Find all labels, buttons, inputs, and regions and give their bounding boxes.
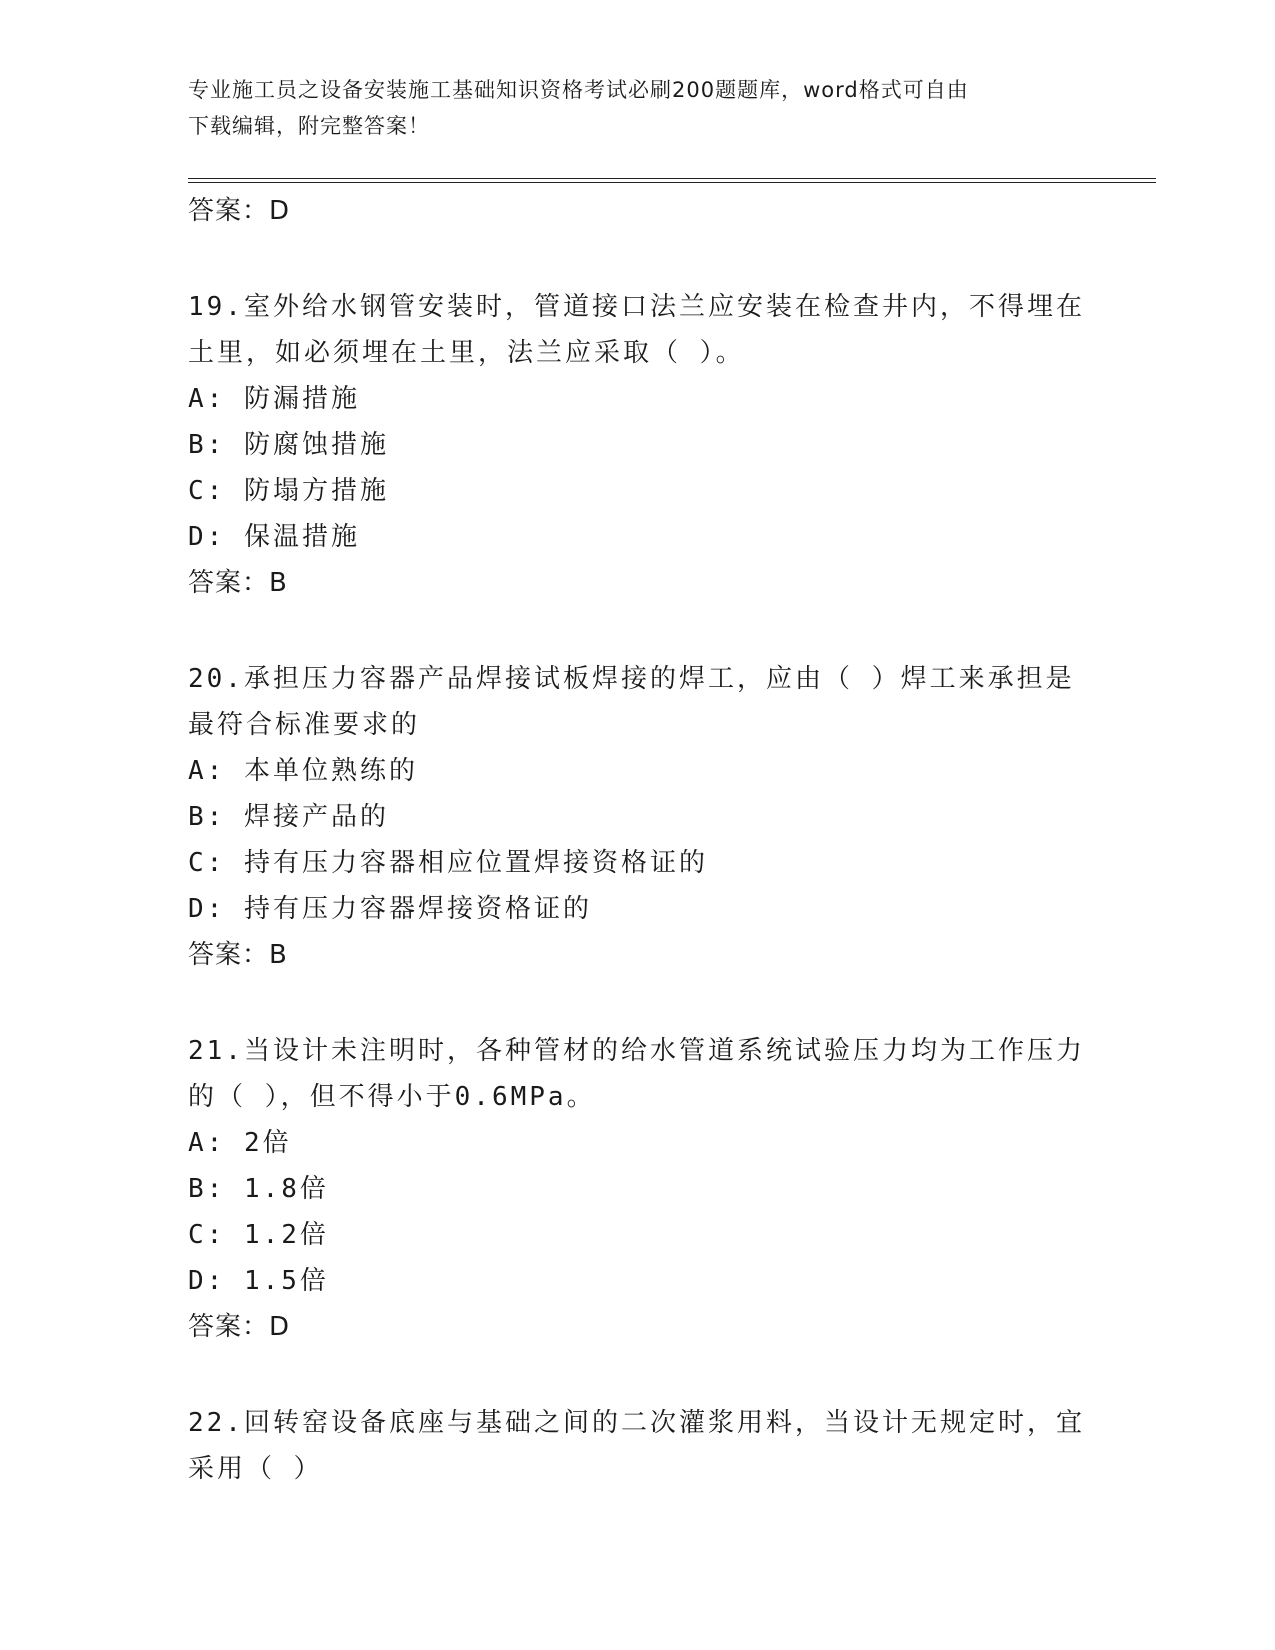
- question-stem-line: 的（ ），但不得小于0.6MPa。: [188, 1082, 596, 1112]
- question-stem: [188, 284, 1088, 376]
- question-stem-line: 21.当设计未注明时，各种管材的给水管道系统试验压力均为工作压力: [188, 1036, 1085, 1066]
- question-stem-line: 最符合标准要求的: [188, 710, 421, 740]
- header-line-1: 专业施工员之设备安装施工基础知识资格考试必刷200题题库，word格式可自由: [188, 78, 969, 102]
- header-line-2: 下载编辑，附完整答案！: [188, 114, 430, 138]
- option-b: B: 焊接产品的: [188, 802, 389, 832]
- question-stem-line: 土里，如必须埋在土里，法兰应采取（ ）。: [188, 338, 745, 368]
- option-a: A: 2倍: [188, 1128, 292, 1158]
- option-d: D: 保温措施: [188, 522, 360, 552]
- header-divider: [188, 178, 1156, 183]
- answer: 答案：B: [188, 568, 288, 598]
- question-stem-line: 22.回转窑设备底座与基础之间的二次灌浆用料，当设计无规定时，宜: [188, 1408, 1085, 1438]
- question-21: [188, 1028, 1088, 1350]
- option-c: C: 防塌方措施: [188, 476, 389, 506]
- option-a: A: 本单位熟练的: [188, 756, 418, 786]
- question-list: [188, 188, 1088, 1492]
- question-stem: [188, 1400, 1088, 1492]
- option-c: C: 1.2倍: [188, 1220, 329, 1250]
- option-d: D: 持有压力容器焊接资格证的: [188, 894, 592, 924]
- answer: 答案：B: [188, 940, 288, 970]
- question-stem-line: 20.承担压力容器产品焊接试板焊接的焊工，应由（ ）焊工来承担是: [188, 664, 1075, 694]
- option-a: A: 防漏措施: [188, 384, 360, 414]
- option-b: B: 防腐蚀措施: [188, 430, 389, 460]
- page-header: [188, 72, 1068, 144]
- question-20: [188, 656, 1088, 978]
- question-stem: [188, 656, 1088, 748]
- option-d: D: 1.5倍: [188, 1266, 329, 1296]
- question-22: [188, 1400, 1088, 1492]
- option-c: C: 持有压力容器相应位置焊接资格证的: [188, 848, 708, 878]
- option-b: B: 1.8倍: [188, 1174, 329, 1204]
- question-stem: [188, 1028, 1088, 1120]
- answer: 答案：D: [188, 1312, 291, 1342]
- previous-answer: 答案：D: [188, 196, 291, 226]
- question-19: [188, 284, 1088, 606]
- question-stem-line: 19.室外给水钢管安装时，管道接口法兰应安装在检查井内，不得埋在: [188, 292, 1085, 322]
- question-stem-line: 采用（ ）: [188, 1454, 323, 1484]
